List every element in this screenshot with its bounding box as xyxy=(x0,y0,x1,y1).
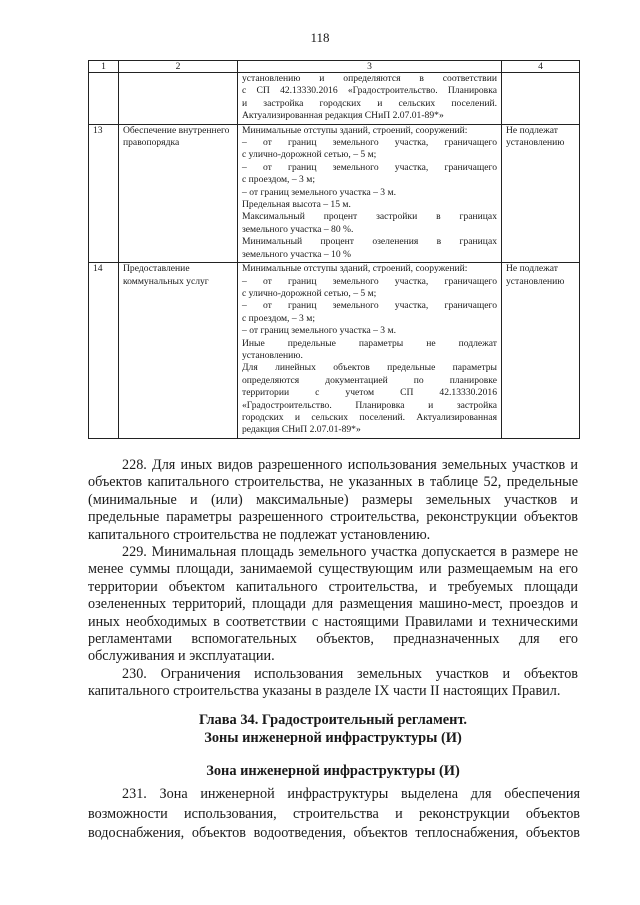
column-header: 2 xyxy=(119,61,238,73)
zone-title: Зона инженерной инфраструктуры (И) xyxy=(206,763,460,779)
row-number: 13 xyxy=(89,124,119,262)
regulation-table xyxy=(88,60,580,439)
row-name: Предоставление коммунальных услуг xyxy=(119,263,238,439)
paragraph-231: 231. Зона инженерной инфраструктуры выделена для обеспечения возможности использования, строительства и реконструкции объектов водоснабжения, объектов водоотведения, объектов теплоснабжения, объектов xyxy=(88,786,580,841)
column-header: 4 xyxy=(502,61,580,73)
table-header-row xyxy=(89,61,580,73)
column-header: 3 xyxy=(238,61,502,73)
paragraph-228: 228. Для иных видов разрешенного использования земельных участков и объектов капитального строительства, не указанных в таблице 52, предельные (минимальные и (или) максимальные) размеры земельных участков и предельные параметры разрешенного строительства, реконструкции объектов капитального строительства не подлежат установлению. xyxy=(88,457,578,543)
row-number: 14 xyxy=(89,263,119,439)
row-parameters: Минимальные отступы зданий, строений, сооружений: – от границ земельного участка, граничащего с улично-дорожной сетью, – 5 м; – от границ земельного участка, граничащего с проездом, – 3 м; – от границ земельного участка – 3 м. Иные предельные параметры не подлежат установлению. Для линейных объектов предельные параметры определяются документацией по планировке территории с учетом СП 42.13330.2016 «Градостроительство. Планировка и застройка городских и сельских поселений. Актуализированная редакция СНиП 2.07.01-89*» xyxy=(238,263,502,439)
body-paragraphs xyxy=(88,457,578,701)
row-status: Не подлежат установлению xyxy=(502,263,580,439)
paragraph-229: 229. Минимальная площадь земельного участка допускается в размере не менее суммы площади, занимаемой существующим или размещаемым на его территории объектом капитального строительства, и требуемых площади озелененных территорий, площади для размещения машино-мест, проездов и иных необходимых в соответствии с настоящими Правилами и техническими регламентами вспомогательных объектов, предназначенных для его обслуживания и эксплуатации. xyxy=(88,544,578,665)
chapter-title: Глава 34. Градостроительный регламент. Зоны инженерной инфраструктуры (И) xyxy=(198,712,468,746)
table-row xyxy=(89,263,580,439)
row-parameters: Минимальные отступы зданий, строений, сооружений: – от границ земельного участка, граничащего с улично-дорожной сетью, – 5 м; – от границ земельного участка, граничащего с проездом, – 3 м; – от границ земельного участка – 3 м. Предельная высота – 15 м. Максимальный процент застройки в границах земельного участка – 80 %. Минимальный процент озеленения в границах земельного участка – 10 % xyxy=(238,124,502,262)
row-name: Обеспечение внутреннего правопорядка xyxy=(119,124,238,262)
row-status: Не подлежат установлению xyxy=(502,124,580,262)
table-row-continuation xyxy=(89,73,580,125)
paragraph-230: 230. Ограничения использования земельных участков и объектов капитального строительства указаны в разделе IX части II настоящих Правил. xyxy=(88,665,578,700)
page-number: 118 xyxy=(310,30,330,45)
continuation-text: установлению и определяются в соответствии с СП 42.13330.2016 «Градостроительство. Планировка и застройка городских и сельских поселений. Актуализированная редакция СНиП 2.07.01-89*» xyxy=(238,73,502,125)
column-header: 1 xyxy=(89,61,119,73)
table-row xyxy=(89,124,580,262)
